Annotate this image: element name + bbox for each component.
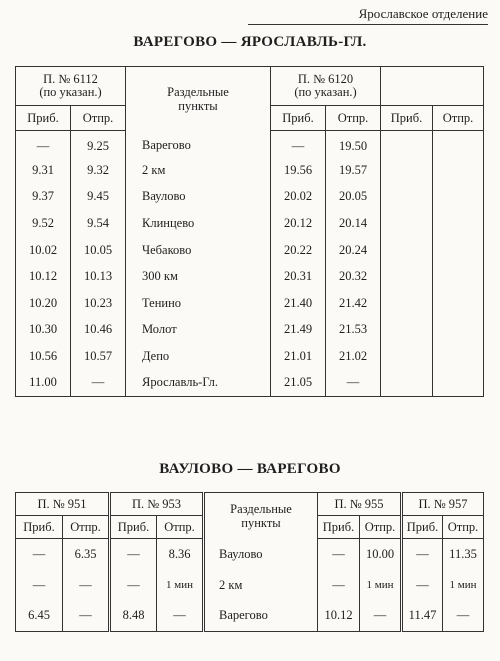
time-cell: —: [63, 570, 110, 601]
time-cell: 10.12: [28, 269, 58, 284]
department-header: Ярославское отделение: [248, 6, 488, 25]
time-cell: 19.57: [326, 157, 381, 184]
dep-header: Отпр.: [71, 106, 126, 131]
time-cell: 19.56: [271, 157, 326, 184]
time-cell: 20.12: [271, 210, 326, 237]
time-cell: 20.22: [271, 237, 326, 264]
time-cell: 9.37: [32, 189, 54, 204]
time-cell: 10.12: [318, 601, 360, 632]
points-header: [204, 493, 318, 539]
empty-cell: [433, 131, 484, 158]
empty-cell: [381, 184, 433, 211]
time-cell: 21.05: [271, 370, 326, 397]
time-cell: 9.25: [71, 131, 126, 158]
empty-cell: [433, 210, 484, 237]
dep-header: Отпр.: [63, 516, 110, 539]
time-cell: 1 мин: [157, 570, 204, 601]
empty-cell: [433, 370, 484, 397]
arr-header: Приб.: [402, 516, 443, 539]
station-name: Чебаково: [126, 237, 271, 264]
empty-cell: [381, 210, 433, 237]
station-name: Клинцево: [126, 210, 271, 237]
station-name: Ваулово: [204, 539, 318, 570]
time-cell: 1 мин: [360, 570, 402, 601]
arr-header: Приб.: [16, 106, 71, 131]
time-cell: 21.02: [326, 343, 381, 370]
time-cell: 9.45: [71, 184, 126, 211]
time-cell: 9.31: [32, 162, 54, 177]
time-cell: 6.45: [28, 608, 50, 623]
empty-cell: [381, 370, 433, 397]
time-cell: —: [110, 539, 157, 570]
empty-cell: [381, 131, 433, 158]
empty-cell: [381, 290, 433, 317]
time-cell: 8.36: [157, 539, 204, 570]
time-cell: 1 мин: [443, 570, 484, 601]
dep-header: Отпр.: [326, 106, 381, 131]
empty-cell: [433, 263, 484, 290]
dep-header: Отпр.: [157, 516, 204, 539]
points-label-line1: Раздельные: [167, 84, 229, 99]
empty-cell: [433, 157, 484, 184]
points-header: [126, 67, 271, 131]
empty-cell: [381, 157, 433, 184]
time-cell: 21.42: [326, 290, 381, 317]
station-name: Тенино: [126, 290, 271, 317]
station-name: Ярославль-Гл.: [126, 370, 271, 397]
time-cell: —: [63, 601, 110, 632]
dep-header: Отпр.: [360, 516, 402, 539]
time-cell: —: [71, 370, 126, 397]
table-row: [16, 263, 484, 290]
empty-cell: [381, 263, 433, 290]
station-name: Молот: [126, 317, 271, 344]
time-cell: 20.31: [271, 263, 326, 290]
empty-cell: [433, 290, 484, 317]
table-row: [16, 317, 484, 344]
time-cell: —: [360, 601, 402, 632]
time-cell: 9.54: [71, 210, 126, 237]
time-cell: 20.24: [326, 237, 381, 264]
empty-cell: [433, 237, 484, 264]
time-cell: 9.32: [71, 157, 126, 184]
time-cell: —: [32, 546, 46, 561]
time-cell: —: [318, 539, 360, 570]
train-957-header: П. № 957: [402, 493, 484, 516]
time-cell: 10.05: [71, 237, 126, 264]
table-row: [16, 157, 484, 184]
time-cell: 10.20: [28, 295, 58, 310]
dep-header: Отпр.: [433, 106, 484, 131]
time-cell: 9.52: [32, 216, 54, 231]
points-label-line2: пункты: [241, 515, 281, 530]
time-cell: 10.56: [28, 349, 58, 364]
time-cell: 6.35: [63, 539, 110, 570]
table-row: [16, 210, 484, 237]
time-cell: —: [36, 138, 50, 153]
time-cell: —: [271, 131, 326, 158]
time-cell: 21.53: [326, 317, 381, 344]
empty-train-header: [381, 67, 484, 106]
train-6112-header: [16, 67, 126, 106]
table-row: [16, 570, 484, 601]
table-row: [16, 290, 484, 317]
arr-header: Приб.: [381, 106, 433, 131]
time-cell: —: [443, 601, 484, 632]
train-955-header: П. № 955: [318, 493, 402, 516]
table-row: [16, 184, 484, 211]
station-name: 2 км: [204, 570, 318, 601]
table2-title: ВАУЛОВО — ВАРЕГОВО: [159, 461, 341, 477]
table-row: [16, 131, 484, 158]
time-cell: 21.49: [271, 317, 326, 344]
time-cell: 10.23: [71, 290, 126, 317]
time-cell: 20.02: [271, 184, 326, 211]
time-cell: 20.14: [326, 210, 381, 237]
train-6120-number: П. № 6120: [297, 72, 354, 86]
arr-header: Приб.: [16, 516, 63, 539]
time-cell: —: [326, 370, 381, 397]
time-cell: 21.40: [271, 290, 326, 317]
station-name: 300 км: [126, 263, 271, 290]
table-row: [16, 370, 484, 397]
points-label-line2: пункты: [178, 98, 218, 113]
station-name: 2 км: [126, 157, 271, 184]
time-cell: 8.48: [110, 601, 157, 632]
time-cell: 11.47: [402, 601, 443, 632]
empty-cell: [381, 237, 433, 264]
train-6120-header: [271, 67, 381, 106]
station-name: Варегово: [126, 131, 271, 158]
time-cell: 10.02: [28, 242, 58, 257]
empty-cell: [433, 184, 484, 211]
table-row: [16, 539, 484, 570]
train-6112-note: (по указан.): [39, 85, 102, 99]
table-row: [16, 237, 484, 264]
time-cell: 10.46: [71, 317, 126, 344]
time-cell: —: [402, 570, 443, 601]
time-cell: 20.05: [326, 184, 381, 211]
arr-header: Приб.: [318, 516, 360, 539]
empty-cell: [433, 317, 484, 344]
time-cell: 10.00: [360, 539, 402, 570]
station-name: Варегово: [204, 601, 318, 632]
timetable-vaulovo-varegovo: [15, 492, 484, 632]
time-cell: —: [402, 539, 443, 570]
table1-title: ВАРЕГОВО — ЯРОСЛАВЛЬ-ГЛ.: [133, 34, 367, 50]
train-6120-note: (по указан.): [294, 85, 357, 99]
points-label-line1: Раздельные: [230, 501, 292, 516]
dep-header: Отпр.: [443, 516, 484, 539]
time-cell: —: [110, 570, 157, 601]
time-cell: 11.35: [443, 539, 484, 570]
table-row: [16, 343, 484, 370]
train-953-header: П. № 953: [110, 493, 204, 516]
station-name: Депо: [126, 343, 271, 370]
timetable-varegovo-yaroslavl: [15, 66, 484, 397]
empty-cell: [381, 343, 433, 370]
empty-cell: [433, 343, 484, 370]
empty-cell: [381, 317, 433, 344]
time-cell: —: [157, 601, 204, 632]
time-cell: —: [32, 577, 46, 592]
station-name: Ваулово: [126, 184, 271, 211]
time-cell: 10.57: [71, 343, 126, 370]
time-cell: —: [318, 570, 360, 601]
time-cell: 11.00: [29, 375, 57, 390]
time-cell: 10.30: [28, 322, 58, 337]
arr-header: Приб.: [271, 106, 326, 131]
table-row: [16, 601, 484, 632]
train-951-header: П. № 951: [37, 496, 87, 511]
time-cell: 10.13: [71, 263, 126, 290]
train-6112-number: П. № 6112: [43, 72, 98, 86]
time-cell: 19.50: [326, 131, 381, 158]
arr-header: Приб.: [110, 516, 157, 539]
time-cell: 20.32: [326, 263, 381, 290]
time-cell: 21.01: [271, 343, 326, 370]
